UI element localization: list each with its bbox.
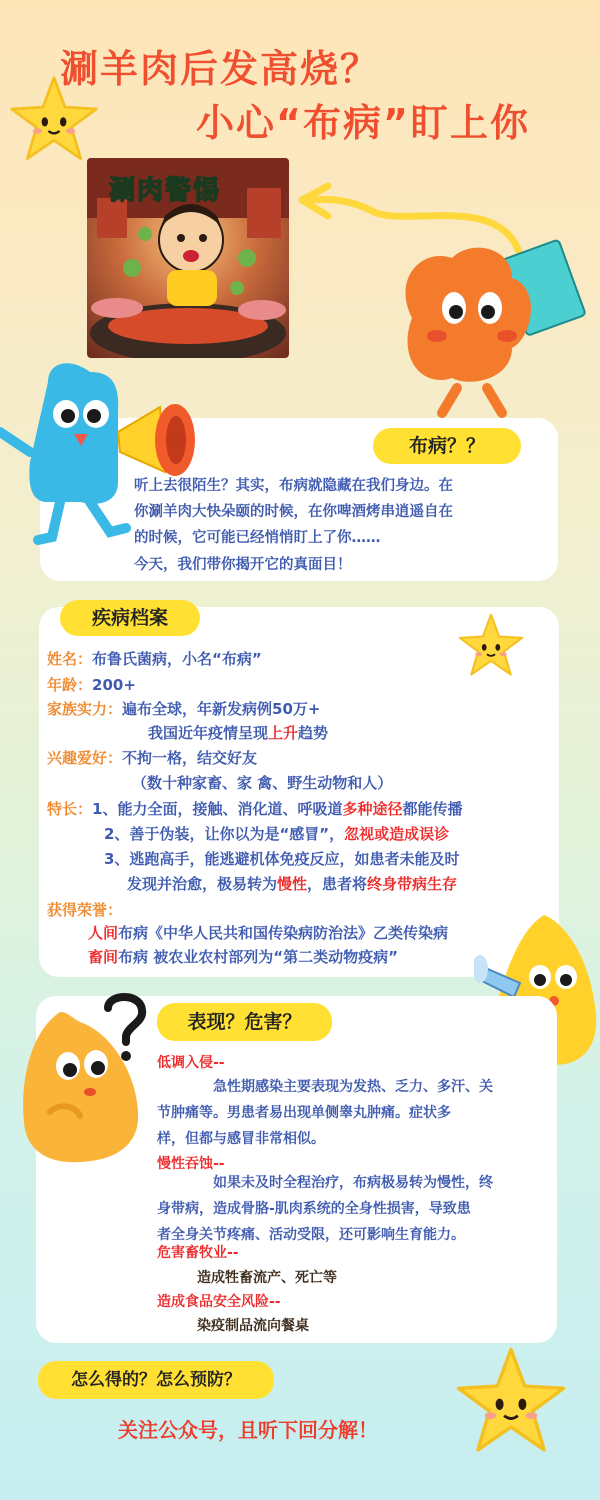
honor-label: 获得荣誉： [47,901,123,919]
harm-sub-3: 危害畜牧业-- [157,1245,239,1261]
hotpot-illustration [87,158,289,358]
skill-1a: 1、能力全面，接触、消化道、呼吸道 [92,800,343,818]
harm-para-1a: 急性期感染主要表现为发热、乏力、多汗、关 [213,1079,493,1095]
harm-para-2a: 如果未及时全程治疗，布病极易转为慢性，终 [213,1175,493,1191]
hobby-row [47,747,257,769]
profile-heading: 疾病档案 [60,600,200,636]
skill-1c: 都能传播 [402,800,463,818]
skill-label: 特长： [47,800,93,818]
star-mascot-small [456,612,526,680]
skill-3e: 终身带病生存 [367,875,458,893]
intro-line-2: 你涮羊肉大快朵颐的时候，在你啤酒烤串逍遥自在 [134,504,453,520]
harm-sub-4: 造成食品安全风险-- [157,1294,281,1310]
harm-para-2c: 者全身关节疼痛、活动受限，还可影响生育能力。 [157,1227,465,1243]
honor-row-2 [88,946,398,968]
family-value-2b: 上升 [268,724,299,742]
harm-sub-1: 低调入侵-- [157,1055,225,1071]
orange-mascot-question [10,992,160,1178]
hobby-label: 兴趣爱好： [47,749,123,767]
harm-para-1b: 节肿痛等。男患者易出现单侧睾丸肿痛。症状多 [157,1105,451,1121]
skill-3a: 3、逃跑高手，能逃避机体免疫反应，如患者未能及时 [104,850,460,868]
family-row-2 [148,722,328,744]
harm-para-2b: 身带病，造成骨胳-肌肉系统的全身性损害，导致患 [157,1201,471,1217]
skill-2b: 忽视或造成误诊 [344,825,450,843]
intro-line-4: 今天，我们带你揭开它的真面目！ [134,557,352,573]
name-row [47,648,262,670]
age-label: 年龄： [47,676,93,694]
family-value-2c: 趋势 [298,724,329,742]
hobby-value-1: 不拘一格，结交好友 [122,749,258,767]
skill-1b: 多种途径 [342,800,403,818]
footer-question: 怎么得的？怎么预防？ [38,1361,274,1399]
family-value-1: 遍布全球，年新发病例50万+ [122,700,321,718]
harm-heading: 表现？危害？ [157,1003,332,1041]
orange-mascot-with-book [382,238,592,420]
title-line-1: 涮羊肉后发高烧？ [60,47,381,91]
harm-para-1 [157,1074,542,1152]
intro-heading: 布病？？ [373,428,521,464]
family-row [47,698,320,720]
honor-1a: 人间 [88,924,119,942]
blue-mascot-with-megaphone [0,352,204,552]
family-value-2a: 我国近年疫情呈现 [148,724,269,742]
name-value: 布鲁氏菌病，小名“布病” [92,650,262,668]
skill-row-3b [127,873,457,895]
intro-line-1: 听上去很陌生？其实，布病就隐藏在我们身边。在 [134,478,453,494]
skill-2a: 2、善于伪装，让你以为是“感冒”， [104,825,345,843]
hobby-value-2: （数十种家畜、家 禽、野生动物和人） [132,774,393,792]
skill-row-2 [104,823,449,845]
age-row [47,674,136,696]
footer-cta: 关注公众号，且听下回分解！ [118,1418,378,1442]
harm-para-2 [157,1170,542,1248]
honor-2b: 布病 被农业农村部列为“第二类动物疫病” [118,948,398,966]
name-label: 姓名： [47,650,93,668]
harm-sub-2: 慢性吞蚀-- [157,1156,225,1172]
honor-row-1 [88,922,448,944]
harm-para-1c: 样，但都与感冒非常相似。 [157,1131,325,1147]
star-mascot-bottom-right [452,1345,570,1459]
honor-1b: 布病《中华人民共和国传染病防治法》乙类传染病 [118,924,449,942]
family-label: 家族实力： [47,700,123,718]
skill-3d: ，患者将 [307,875,368,893]
title-line-2: 小心“布病”盯上你 [196,101,530,145]
star-mascot-top-left [8,74,100,166]
age-value: 200+ [92,676,136,694]
photo-caption: 涮肉警惕 [109,176,222,206]
honor-2a: 畜间 [88,948,119,966]
harm-para-4: 染疫制品流向餐桌 [197,1318,309,1334]
skill-3b: 发现并治愈，极易转为 [127,875,278,893]
skill-row-1 [47,798,463,820]
harm-para-3: 造成牲畜流产、死亡等 [197,1270,337,1286]
intro-line-3: 的时候，它可能已经悄悄盯上了你…… [134,530,381,546]
skill-3c: 慢性 [277,875,308,893]
